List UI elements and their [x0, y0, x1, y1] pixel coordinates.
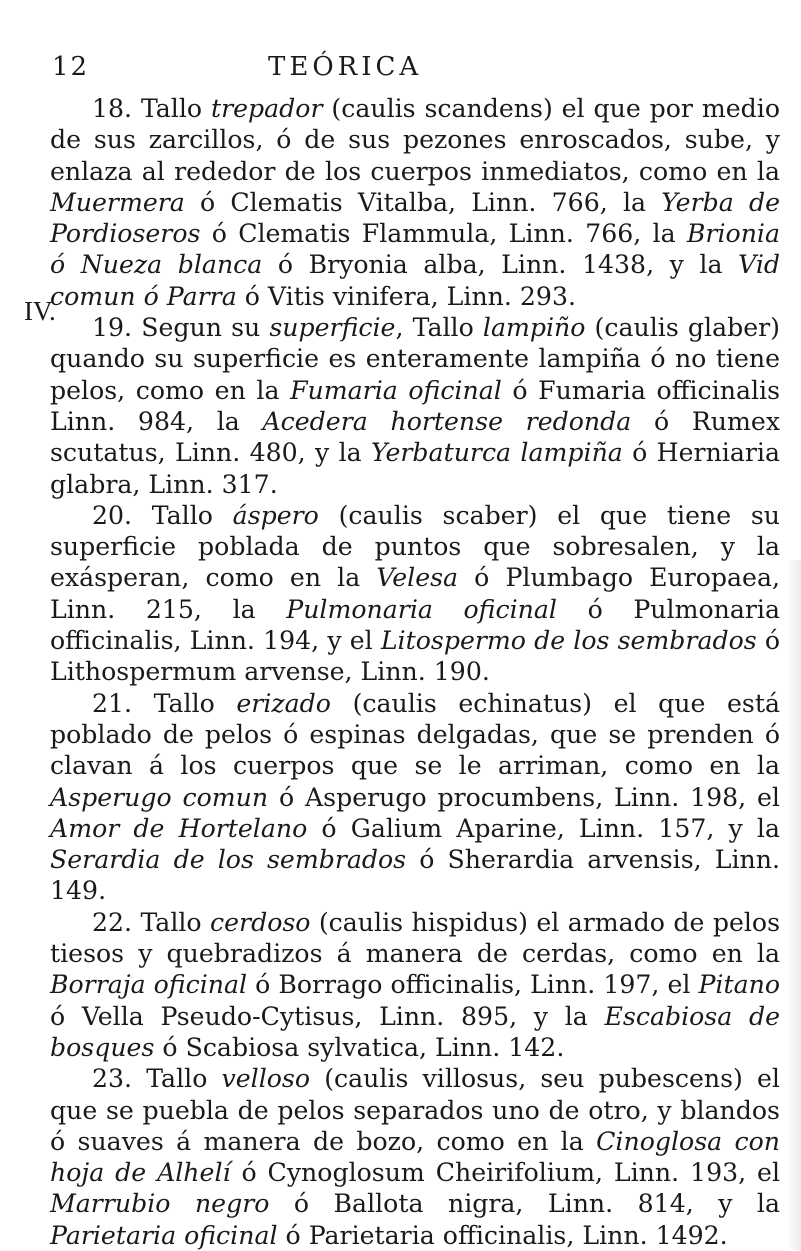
text-run: ó Borrago officinalis, Linn. 197, el: [247, 970, 699, 1000]
text-run: ó Clematis Flammula, Linn. 766, la: [200, 219, 687, 249]
italic-term: trepador: [210, 94, 323, 123]
text-run: ó Ballota nigra, Linn. 814, y la: [269, 1189, 780, 1219]
italic-term: Pitano: [698, 970, 780, 1000]
text-run: (caulis glaber) quando su superficie es enteramente lampiña ó no tiene pelos, como en la: [50, 313, 781, 405]
italic-term: Acedera hortense redonda: [262, 406, 632, 436]
italic-term: Borraja oficinal: [50, 970, 248, 1000]
italic-term: Escabiosa de bosques: [50, 1001, 780, 1062]
text-run: 18. Tallo: [92, 94, 211, 123]
italic-term: cerdoso: [210, 907, 311, 937]
page-edge-shadow: [787, 560, 801, 1250]
page-number: 12: [52, 52, 90, 82]
italic-term: Serardia de los sembrados: [50, 845, 407, 875]
italic-term: lampiño: [482, 313, 586, 343]
text-run: ó Asperugo procumbens, Linn. 198, el: [268, 782, 780, 812]
text-run: ó Clematis Vitalba, Linn. 766, la: [184, 187, 662, 217]
text-run: ó Galium Aparine, Linn. 157, y la: [307, 813, 780, 843]
text-run: (caulis echinatus) el que está poblado de pelos ó espinas delgadas, que se prenden ó clavan á los cuerpos que se le arriman, como en la: [50, 688, 780, 781]
text-run: , Tallo: [395, 313, 483, 343]
text-run: ó Herniaria glabra, Linn. 317.: [50, 438, 780, 499]
text-run: 23. Tallo: [92, 1064, 222, 1094]
page-header: [0, 52, 801, 92]
italic-term: Parietaria oficinal: [50, 1220, 278, 1250]
text-run: ó Pulmonaria officinalis, Linn. 194, y el: [50, 594, 780, 656]
italic-term: superficie: [269, 313, 396, 343]
text-run: ó Lithospermum arvense, Linn. 190.: [50, 626, 781, 687]
italic-term: Fumaria oficinal: [290, 375, 502, 405]
italic-term: erizado: [236, 688, 331, 718]
text-run: ó Bryonia alba, Linn. 1438, y la: [262, 250, 739, 280]
running-title: TEÓRICA: [268, 52, 423, 82]
italic-term: Amor de Hortelano: [50, 813, 308, 843]
text-run: ó Plumbago Europaea, Linn. 215, la: [50, 563, 780, 624]
italic-term: Yerba de Pordioseros: [50, 187, 780, 249]
text-run: 19. Segun su: [92, 313, 270, 343]
paragraph-18: [50, 93, 780, 312]
text-run: ó Rumex scutatus, Linn. 480, y la: [50, 406, 781, 468]
text-run: ó Vitis vinifera, Linn. 293.: [236, 281, 576, 311]
text-run: (caulis scaber) el que tiene su superficie poblada de puntos que sobresalen, y la exásperan, como en la: [50, 500, 780, 593]
italic-term: áspero: [232, 500, 319, 530]
text-run: ó Cynoglosum Cheirifolium, Linn. 193, el: [230, 1158, 780, 1188]
italic-term: Vid comun ó Parra: [50, 250, 781, 311]
margin-section-marker: IV.: [24, 296, 56, 326]
text-run: ó Scabiosa sylvatica, Linn. 142.: [154, 1032, 565, 1062]
text-run: ó Sherardia arvensis, Linn. 149.: [50, 845, 780, 906]
italic-term: Marrubio negro: [50, 1189, 270, 1219]
italic-term: Litospermo de los sembrados: [380, 626, 757, 656]
paragraph-22: [50, 907, 780, 1063]
paragraph-19: [50, 312, 780, 500]
text-run: (caulis villosus, seu pubescens) el que se puebla de pelos separados uno de otro, y blandos ó suaves á manera de bozo, como en la: [50, 1064, 780, 1156]
italic-term: Brionia ó Nueza blanca: [50, 219, 780, 280]
italic-term: Asperugo comun: [50, 782, 269, 812]
text-run: ó Fumaria officinalis Linn. 984, la: [50, 375, 780, 436]
paragraph-20: [50, 500, 780, 688]
text-run: (caulis hispidus) el armado de pelos tiesos y quebradizos á manera de cerdas, como en la: [50, 907, 780, 969]
italic-term: Pulmonaria oficinal: [286, 594, 557, 624]
italic-term: Muermera: [50, 187, 185, 217]
paragraph-21: [50, 688, 780, 907]
italic-term: Velesa: [376, 563, 459, 593]
text-run: 20. Tallo: [92, 500, 233, 530]
text-run: ó Vella Pseudo-Cytisus, Linn. 895, y la: [50, 1001, 605, 1031]
text-run: ó Parietaria officinalis, Linn. 1492.: [277, 1220, 728, 1250]
paragraph-23: [50, 1063, 780, 1251]
text-run: (caulis scandens) el que por medio de sus zarcillos, ó de sus pezones enroscados, sube, y enlaza al rededor de los cuerpos inmediatos, como en la: [50, 94, 780, 186]
text-run: 22. Tallo: [92, 907, 211, 937]
italic-term: velloso: [221, 1064, 311, 1094]
italic-term: Yerbaturca lampiña: [371, 438, 623, 468]
italic-term: Cinoglosa con hoja de Alhelí: [50, 1126, 781, 1188]
body-text: [50, 93, 780, 1251]
text-run: 21. Tallo: [92, 688, 237, 718]
